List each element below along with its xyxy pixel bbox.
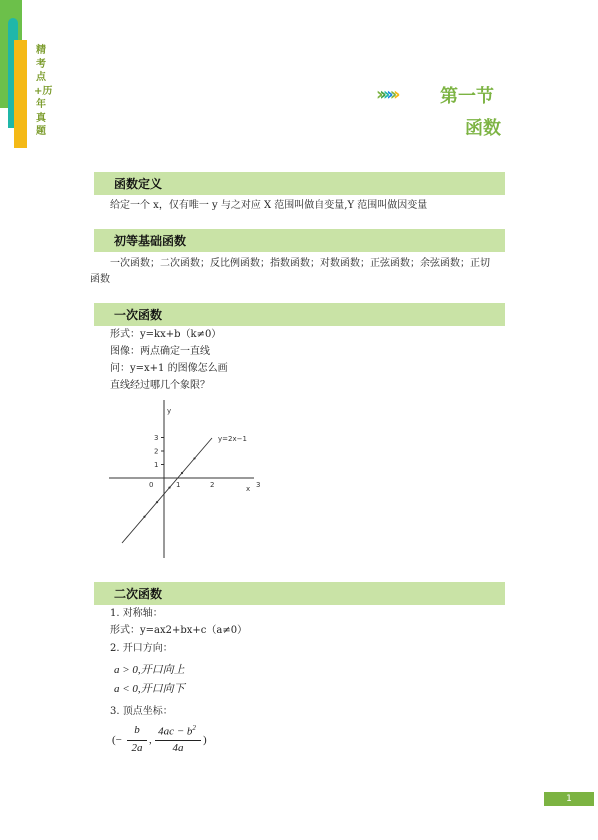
x-tick-label: 0	[149, 481, 154, 489]
series-label: y=2x−1	[218, 435, 247, 443]
chevron-icon: ›	[386, 84, 390, 105]
elementary-line-2: 函数	[90, 274, 110, 285]
fraction-bar-2	[155, 740, 201, 741]
heading-linear-label: 一次函数	[114, 308, 163, 322]
vertex-exponent: 2	[192, 724, 196, 732]
data-point	[168, 486, 170, 488]
vertex-numerator-1: b	[134, 724, 140, 736]
vertex-denominator-1: 2a	[131, 742, 143, 754]
heading-linear	[94, 303, 505, 326]
chevron-icon: ›	[379, 84, 383, 105]
heading-definition-label: 函数定义	[114, 177, 163, 191]
heading-quadratic-label: 二次函数	[114, 587, 163, 601]
section-title: 第一节	[440, 86, 494, 107]
vertex-denominator-2: 4a	[172, 742, 184, 754]
y-axis-label: y	[167, 407, 172, 415]
series-line	[122, 438, 215, 543]
chevron-icons	[376, 84, 397, 105]
vertex-formula	[112, 724, 222, 764]
elementary-line-1: 一次函数；二次函数；反比例函数；指数函数；对数函数；正弦函数；余弦函数；正切	[110, 258, 490, 269]
heading-definition	[94, 172, 505, 195]
data-point	[181, 472, 183, 474]
decor-bar-yellow	[14, 40, 27, 148]
data-point	[193, 457, 195, 459]
quadratic-line-2: 形式：y=ax2+bx+c（a≠0）	[110, 625, 248, 636]
y-tick-label: 2	[154, 447, 159, 456]
vertex-numerator-2	[154, 724, 200, 738]
x-axis-label: x	[246, 485, 251, 493]
heading-quadratic	[94, 582, 505, 605]
vertex-close: )	[203, 734, 207, 746]
chevron-icon: ›	[382, 84, 387, 105]
chevron-icon: ›	[389, 84, 394, 105]
quadratic-line-1: 1. 对称轴：	[110, 608, 163, 619]
x-tick-label: 2	[210, 481, 215, 489]
linear-line-1: 形式：y=kx+b（k≠0）	[110, 329, 222, 340]
heading-elementary-label: 初等基础函数	[114, 234, 187, 248]
fraction-bar-1	[127, 740, 147, 741]
linear-line-3: 问：y=x+1 的图像怎么画	[110, 363, 228, 374]
data-point	[143, 516, 145, 518]
linear-graph	[104, 395, 274, 565]
linear-line-4: 直线经过哪几个象限？	[110, 380, 210, 391]
section-subtitle: 函数	[465, 118, 501, 139]
heading-elementary	[94, 229, 505, 252]
x-tick-label: 3	[256, 481, 261, 489]
side-label: 精考点+历年真题	[34, 45, 53, 137]
linear-line-2: 图像：两点确定一直线	[110, 346, 210, 357]
vertex-open: (−	[112, 734, 122, 746]
vertex-comma: ,	[149, 734, 152, 746]
condition-up: a > 0,开口向上	[114, 664, 185, 676]
quadratic-line-3: 2. 开口方向：	[110, 643, 173, 654]
condition-down: a < 0,开口向下	[114, 683, 185, 695]
y-tick-label: 1	[154, 461, 159, 469]
data-point	[156, 501, 158, 503]
quadratic-line-4: 3. 顶点坐标：	[110, 706, 173, 717]
page-number: 1	[544, 792, 594, 806]
chevron-icon: ›	[376, 84, 380, 105]
chevron-icon: ›	[393, 84, 397, 105]
y-tick-label: 3	[154, 434, 159, 442]
x-tick-label: 1	[176, 481, 181, 489]
definition-text: 给定一个 x，仅有唯一 y 与之对应 X 范围叫做自变量,Y 范围叫做因变量	[110, 200, 428, 211]
vertex-numerator-2-text: 4ac − b	[158, 725, 193, 738]
